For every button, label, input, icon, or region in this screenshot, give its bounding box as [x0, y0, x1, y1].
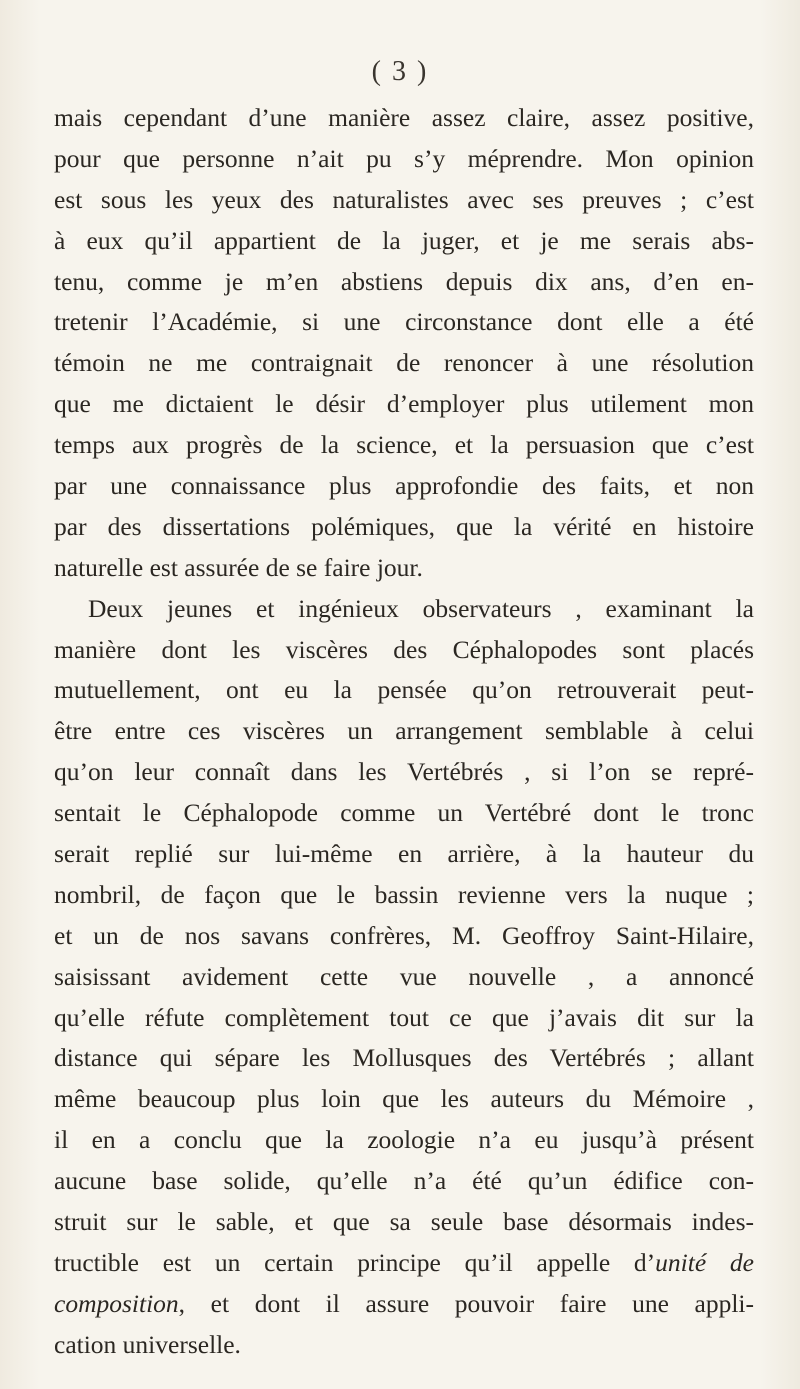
text-line: qu’on leur connaît dans les Vertébrés , si l’on se repré-: [54, 757, 754, 787]
text-line: manière dont les viscères des Céphalopodes sont placés: [54, 634, 754, 664]
body-text: [54, 98, 754, 1366]
text-line: saisissant avidement cette vue nouvelle , a annoncé: [54, 961, 754, 991]
text-line: sentait le Céphalopode comme un Vertébré dont le tronc: [54, 798, 754, 828]
text-line: [54, 1284, 754, 1325]
italic-phrase: unité de: [655, 1247, 754, 1277]
text-line: pour que personne n’ait pu s’y méprendre. Mon opinion: [54, 143, 754, 173]
text-line: struit sur le sable, et que sa seule base désormais indes-: [54, 1207, 754, 1237]
text-line: tretenir l’Académie, si une circonstance dont elle a été: [54, 307, 754, 337]
text-line: à eux qu’il appartient de la juger, et je me serais abs-: [54, 225, 754, 255]
text-line: distance qui sépare les Mollusques des Vertébrés ; allant: [54, 1043, 754, 1073]
text-line: que me dictaient le désir d’employer plus utilement mon: [54, 389, 754, 419]
text-line: temps aux progrès de la science, et la persuasion que c’est: [54, 430, 754, 460]
text-line: mutuellement, ont eu la pensée qu’on retrouverait peut-: [54, 675, 754, 705]
text-line: serait replié sur lui-même en arrière, à la hauteur du: [54, 839, 754, 869]
italic-phrase: composition: [54, 1288, 179, 1318]
text-line: tenu, comme je m’en abstiens depuis dix ans, d’en en-: [54, 266, 754, 296]
text-line: qu’elle réfute complètement tout ce que j’avais dit sur la: [54, 1002, 754, 1032]
text-line: [54, 1243, 754, 1284]
text-line: Deux jeunes et ingénieux observateurs , examinant la: [88, 593, 754, 623]
text-line: mais cependant d’une manière assez claire, assez positive,: [54, 103, 754, 132]
text-line: et un de nos savans confrères, M. Geoffroy Saint-Hilaire,: [54, 920, 754, 950]
text-run: tructible est un certain principe qu’il appelle d’: [54, 1247, 656, 1277]
page-number: ( 3 ): [371, 56, 429, 87]
text-line: être entre ces viscères un arrangement semblable à celui: [54, 716, 754, 746]
text-line: aucune base solide, qu’elle n’a été qu’un édifice con-: [54, 1166, 754, 1196]
text-line: est sous les yeux des naturalistes avec ses preuves ; c’est: [54, 184, 754, 214]
text-line: témoin ne me contraignait de renoncer à une résolution: [54, 348, 754, 378]
text-line: par une connaissance plus approfondie des faits, et non: [54, 471, 754, 501]
text-line: cation universelle.: [54, 1329, 241, 1359]
text-line: naturelle est assurée de se faire jour.: [54, 552, 423, 582]
text-line: même beaucoup plus loin que les auteurs du Mémoire ,: [54, 1084, 754, 1114]
text-line: par des dissertations polémiques, que la vérité en histoire: [54, 511, 754, 541]
text-run: , et dont il assure pouvoir faire une appli-: [178, 1288, 754, 1318]
text-line: nombril, de façon que le bassin revienne vers la nuque ;: [54, 879, 754, 909]
text-line: il en a conclu que la zoologie n’a eu jusqu’à présent: [54, 1125, 754, 1155]
